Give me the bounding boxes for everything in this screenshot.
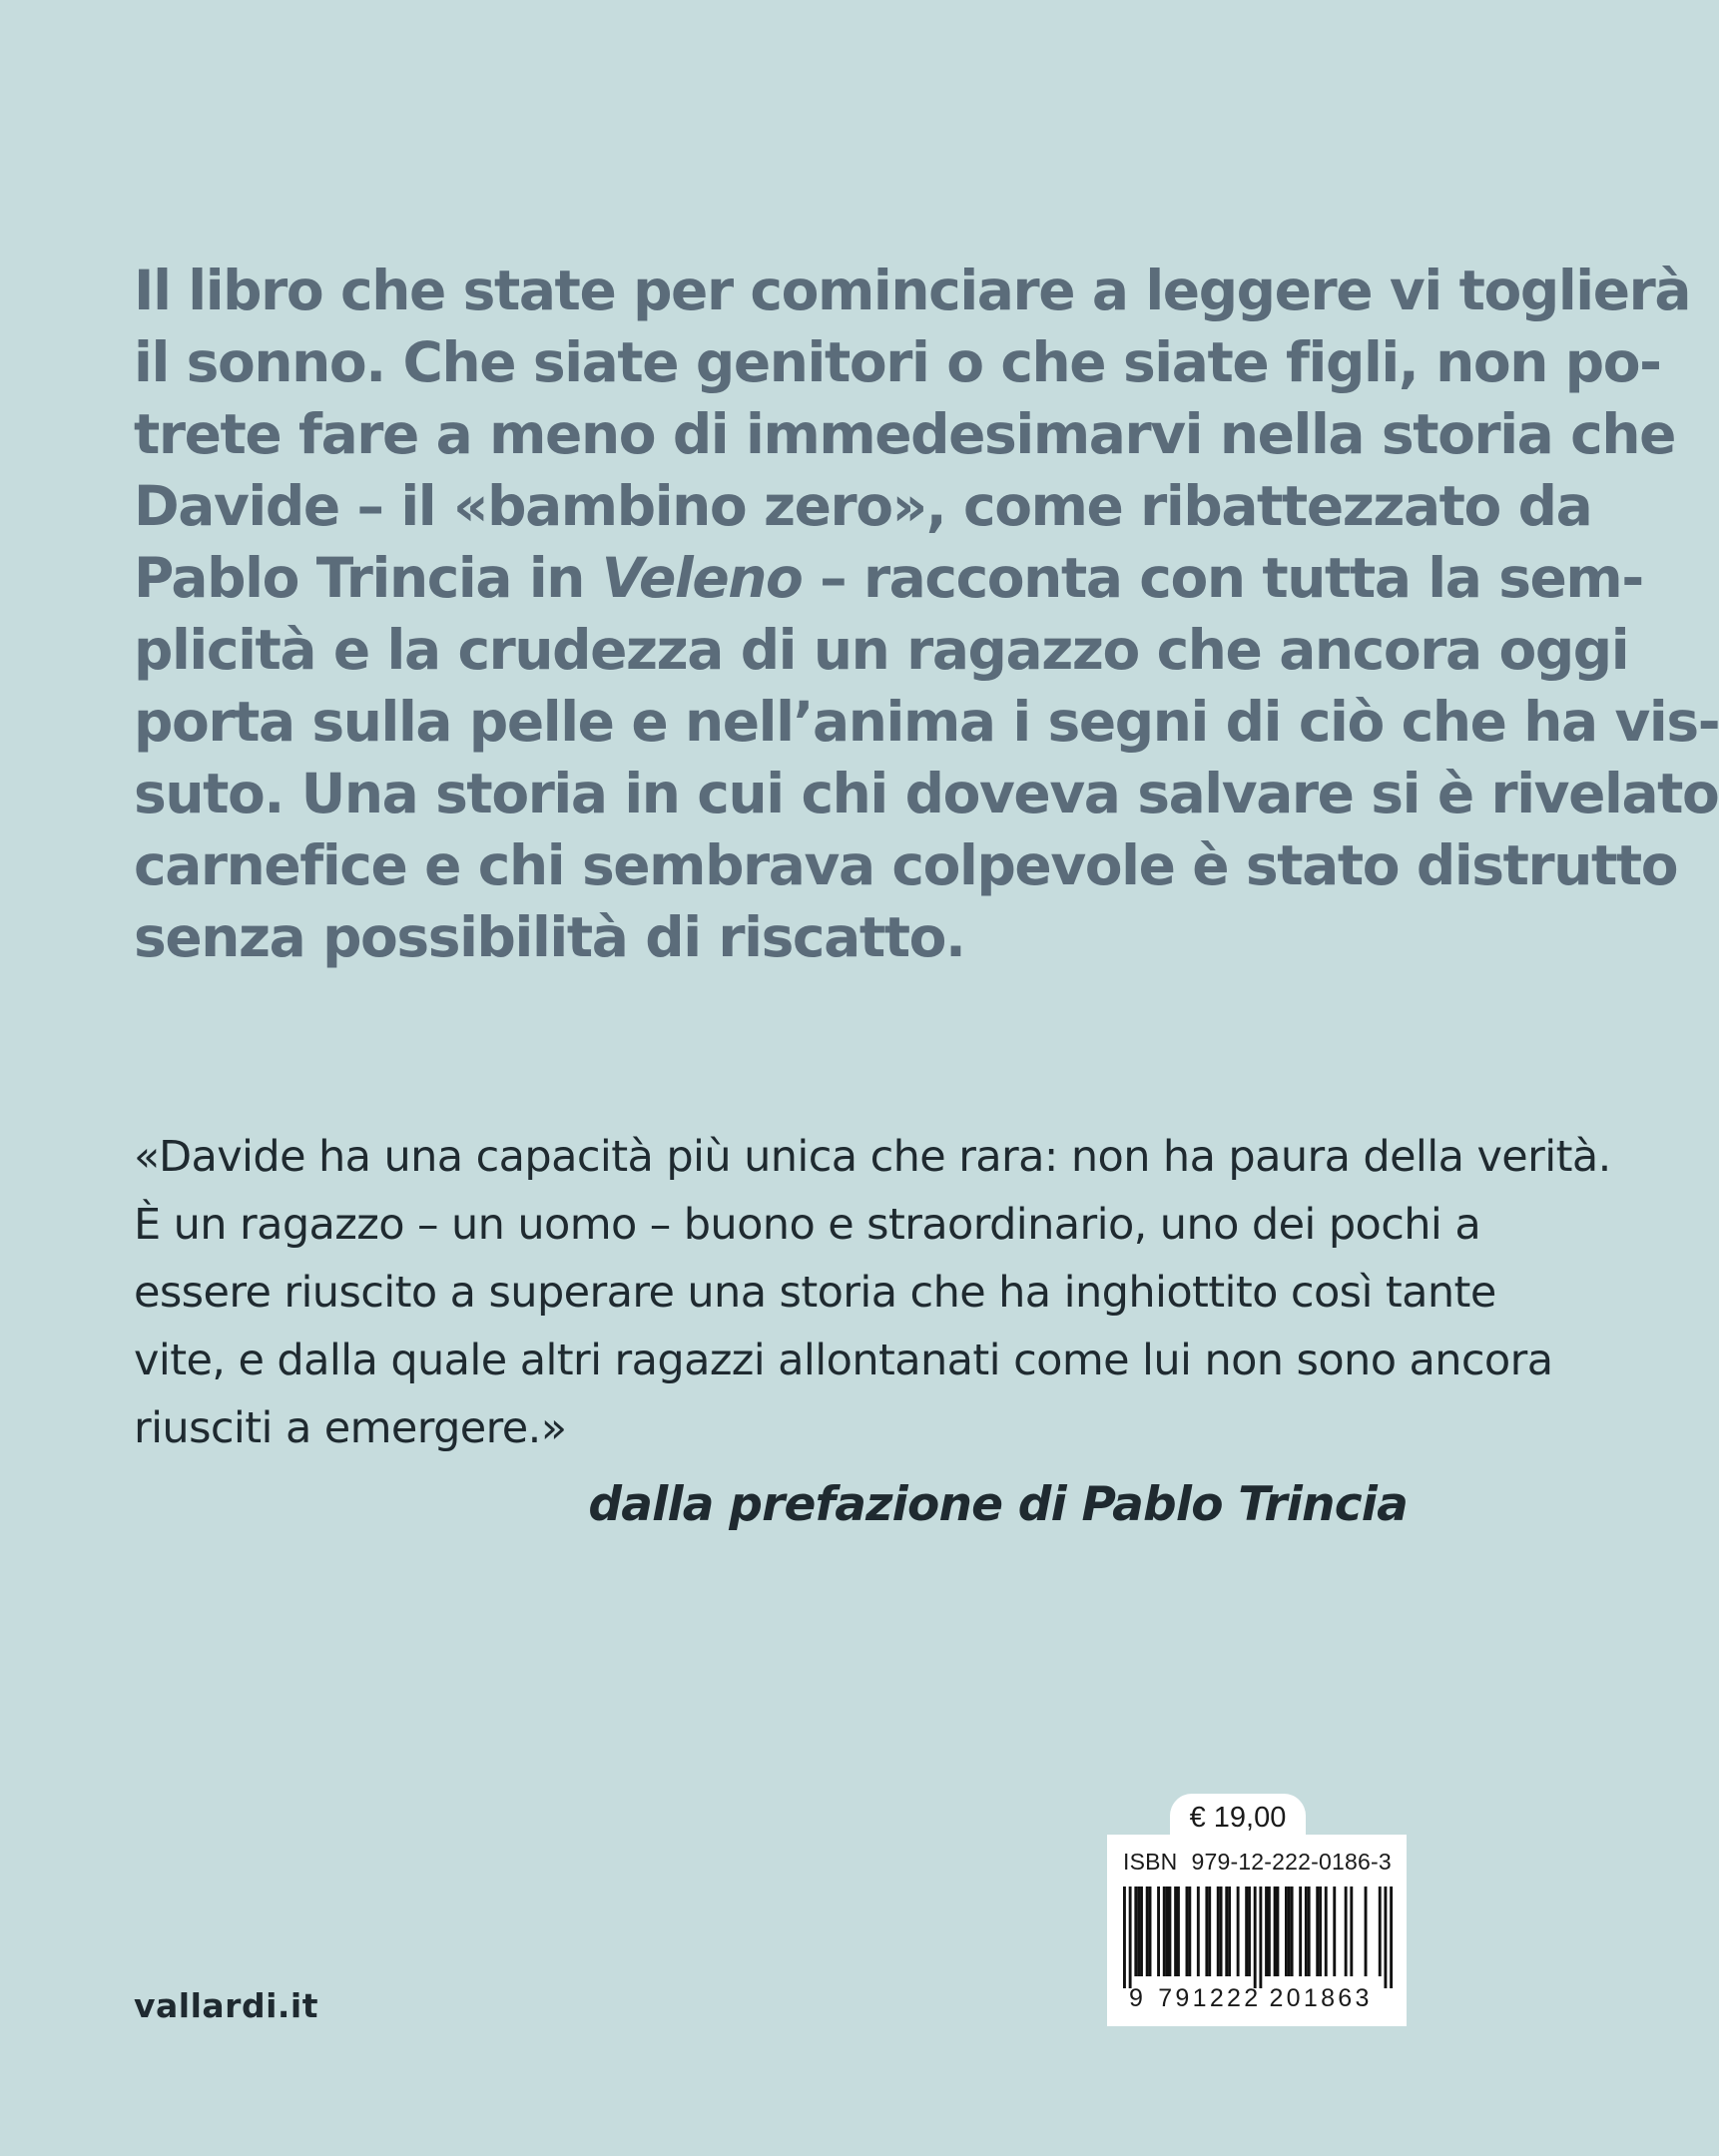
isbn-line — [1123, 1849, 1392, 1876]
barcode-bar — [1291, 1886, 1294, 1976]
barcode-bar — [1177, 1886, 1180, 1976]
barcode-bar — [1228, 1886, 1231, 1976]
barcode-bar — [1208, 1886, 1211, 1976]
quote-line: «Davide ha una capacità più unica che rara: non ha paura della verità. — [134, 1132, 1611, 1182]
barcode-bar — [1274, 1886, 1277, 1976]
blurb-line: senza possibilità di riscatto. — [134, 905, 965, 969]
barcode-bar — [1325, 1886, 1328, 1976]
blurb-line — [134, 542, 1643, 614]
quote-attribution: dalla prefazione di Pablo Trincia — [588, 1477, 1408, 1532]
blurb-line: plicità e la crudezza di un ragazzo che ancora oggi — [134, 618, 1629, 682]
blurb-line: Il libro che state per cominciare a leggere vi toglierà — [134, 259, 1691, 322]
quote-line: riusciti a emergere.» — [134, 1403, 567, 1453]
barcode-guard-bar — [1384, 1886, 1387, 1988]
blurb-line: porta sulla pelle e nell’anima i segni di ciò che ha vis- — [134, 690, 1719, 754]
blurb-line-end: – racconta con tutta la sem- — [820, 546, 1643, 610]
barcode-bar — [1188, 1886, 1191, 1976]
book-title-veleno: Veleno — [601, 546, 803, 610]
barcode-bar — [1245, 1886, 1248, 1976]
barcode-guard-bar — [1259, 1886, 1262, 1988]
quote-line: essere riuscito a superare una storia che ha inghiottito così tante — [134, 1268, 1496, 1318]
barcode-bar — [1265, 1886, 1268, 1976]
quote-line: vite, e dalla quale altri ragazzi allontanati come lui non sono ancora — [134, 1336, 1553, 1385]
barcode-lead-digit: 9 — [1129, 1984, 1147, 2012]
barcode-bar — [1276, 1886, 1279, 1976]
blurb-line: il sonno. Che siate genitori o che siate figli, non po- — [134, 330, 1661, 394]
preface-quote — [134, 1123, 1611, 1462]
barcode-bar — [1379, 1886, 1382, 1976]
barcode-bar — [1365, 1886, 1368, 1976]
barcode-bar — [1186, 1886, 1189, 1976]
barcode-bar — [1149, 1886, 1152, 1976]
barcode-bar — [1305, 1886, 1308, 1976]
blurb-line-start: Pablo Trincia in — [134, 546, 585, 610]
barcode-bar — [1220, 1886, 1223, 1976]
quote-line: È un ragazzo – un uomo – buono e straordinario, uno dei pochi a — [134, 1200, 1481, 1250]
barcode-bar — [1299, 1886, 1302, 1976]
barcode-group-2: 201863 — [1269, 1984, 1373, 2012]
barcode-bar — [1225, 1886, 1228, 1976]
barcode-guard-bar — [1129, 1886, 1132, 1988]
isbn-label: ISBN — [1123, 1849, 1178, 1875]
barcode-guard-bar — [1254, 1886, 1257, 1988]
barcode-bar — [1319, 1886, 1322, 1976]
barcode-bar — [1134, 1886, 1137, 1976]
barcode-bar — [1217, 1886, 1220, 1976]
barcode-group-1: 791222 — [1158, 1984, 1262, 2012]
blurb-line: suto. Una storia in cui chi doveva salvare si è rivelato — [134, 762, 1719, 825]
blurb-line: trete fare a meno di immedesimarvi nella storia che — [134, 402, 1675, 466]
barcode-bar — [1146, 1886, 1149, 1976]
barcode-bar — [1197, 1886, 1200, 1976]
barcode-bar — [1205, 1886, 1208, 1976]
barcode-bar — [1288, 1886, 1291, 1976]
barcode-bar — [1237, 1886, 1240, 1976]
price-label: € 19,00 — [1170, 1794, 1306, 1840]
barcode-bar — [1285, 1886, 1288, 1976]
barcode-bar — [1316, 1886, 1319, 1976]
barcode-bar — [1345, 1886, 1348, 1976]
barcode-bar — [1333, 1886, 1336, 1976]
barcode-bar — [1137, 1886, 1140, 1976]
barcode-bar — [1308, 1886, 1311, 1976]
barcode-bar — [1248, 1886, 1251, 1976]
barcode-bar — [1163, 1886, 1166, 1976]
barcode-bar — [1174, 1886, 1177, 1976]
blurb-line: Davide – il «bambino zero», come ribattezzato da — [134, 474, 1592, 538]
publisher-website: vallardi.it — [134, 1986, 319, 2025]
barcode-guard-bar — [1123, 1886, 1126, 1988]
barcode-bar — [1168, 1886, 1171, 1976]
isbn-number: 979-12-222-0186-3 — [1191, 1849, 1392, 1875]
back-cover-blurb — [134, 255, 1719, 973]
barcode-bar — [1140, 1886, 1143, 1976]
isbn-barcode-block — [1107, 1835, 1407, 2026]
barcode-bar — [1268, 1886, 1271, 1976]
barcode-bar — [1166, 1886, 1169, 1976]
barcode-guard-bar — [1390, 1886, 1393, 1988]
barcode-digits — [1129, 1984, 1399, 2013]
barcode-bar — [1157, 1886, 1160, 1976]
barcode-graphic — [1123, 1886, 1393, 1988]
blurb-line: carnefice e chi sembrava colpevole è stato distrutto — [134, 833, 1678, 897]
barcode-bar — [1350, 1886, 1353, 1976]
